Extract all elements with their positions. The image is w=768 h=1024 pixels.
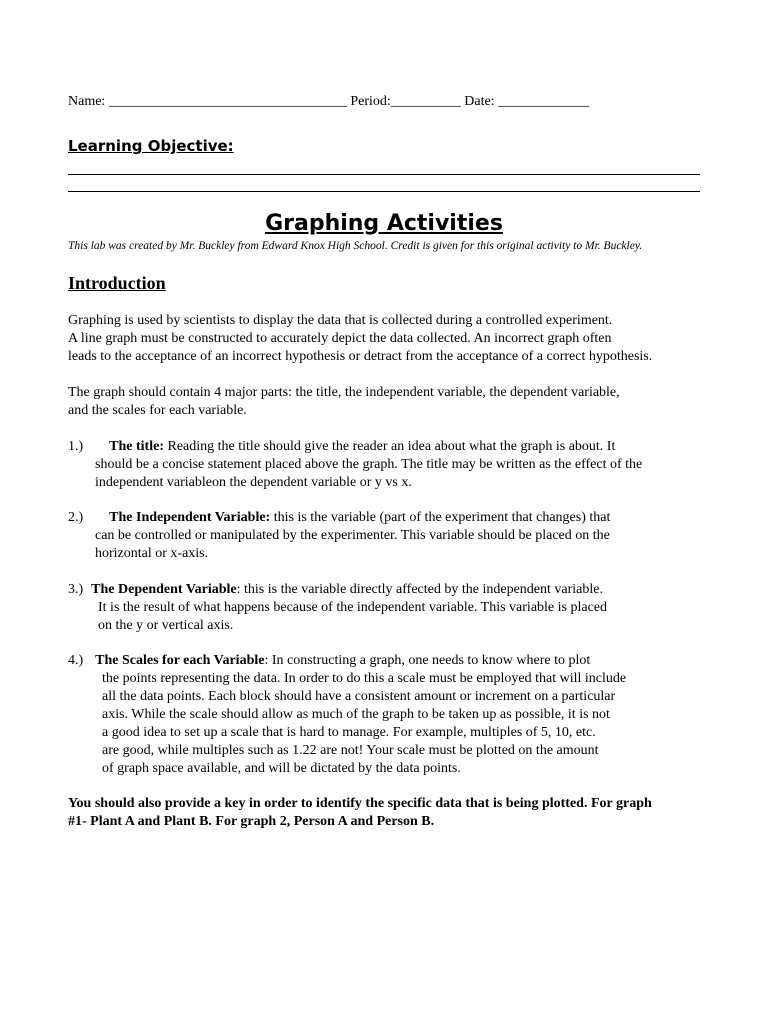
item-text: this is the variable (part of the experiment that changes) that: [270, 510, 611, 525]
item-term: The Scales for each Variable: [95, 653, 265, 668]
intro-p1-line: Graphing is used by scientists to display the data that is collected during a controlled experiment.: [68, 313, 613, 328]
intro-p1-line: leads to the acceptance of an incorrect hypothesis or detract from the acceptance of a correct hypothesis.: [68, 349, 653, 364]
key-instruction-line: You should also provide a key in order to identify the specific data that is being plotted. For graph: [68, 796, 652, 811]
item-term: The Independent Variable:: [109, 510, 271, 525]
intro-paragraph-1: [68, 312, 652, 366]
item-line: on the y or vertical axis.: [98, 618, 234, 633]
objective-answer-line-2: [68, 191, 700, 192]
item-number: 1.): [68, 439, 84, 454]
intro-p2-line: and the scales for each variable.: [68, 403, 247, 418]
credit-note: This lab was created by Mr. Buckley from Edward Knox High School. Credit is given for this original activity to Mr. Buckley.: [68, 240, 643, 252]
item-number: 3.): [68, 582, 84, 597]
item-line: all the data points. Each block should have a consistent amount or increment on a particular: [102, 689, 616, 704]
name-period-date-line: Name: __________________________________ Period:__________ Date: _____________: [68, 94, 590, 109]
intro-p1-line: A line graph must be constructed to accurately depict the data collected. An incorrect graph often: [68, 331, 612, 346]
item-number: 4.): [68, 653, 84, 668]
objective-answer-line-1: [68, 174, 700, 175]
learning-objective-heading: Learning Objective:: [68, 137, 234, 155]
intro-p2-line: The graph should contain 4 major parts: the title, the independent variable, the dependent variable,: [68, 385, 620, 400]
list-item-dependent-variable: [68, 581, 607, 635]
item-line: It is the result of what happens because of the independent variable. This variable is placed: [98, 600, 608, 615]
intro-paragraph-2: [68, 384, 620, 420]
item-term: The title:: [109, 439, 164, 454]
item-line: are good, while multiples such as 1.22 are not! Your scale must be plotted on the amount: [102, 743, 599, 758]
item-text: : In constructing a graph, one needs to know where to plot: [264, 653, 591, 668]
key-instruction: [68, 795, 652, 831]
list-item-independent-variable: [68, 509, 610, 563]
item-line: the points representing the data. In order to do this a scale must be employed that will include: [102, 671, 627, 686]
item-text: : this is the variable directly affected by the independent variable.: [236, 582, 603, 597]
item-term: The Dependent Variable: [91, 582, 237, 597]
item-number: 2.): [68, 510, 84, 525]
key-instruction-line: #1- Plant A and Plant B. For graph 2, Person A and Person B.: [68, 814, 435, 829]
item-line: a good idea to set up a scale that is hard to manage. For example, multiples of 5, 10, etc.: [102, 725, 596, 740]
item-line: of graph space available, and will be dictated by the data points.: [102, 761, 461, 776]
item-line: can be controlled or manipulated by the experimenter. This variable should be placed on the: [95, 528, 610, 543]
item-line: should be a concise statement placed above the graph. The title may be written as the effect of the: [95, 457, 643, 472]
item-text: Reading the title should give the reader an idea about what the graph is about. It: [164, 439, 616, 454]
item-line: horizontal or x-axis.: [95, 546, 209, 561]
list-item-title: [68, 438, 642, 492]
page-title: Graphing Activities: [265, 211, 503, 236]
list-item-scales: [68, 652, 626, 778]
item-line: independent variableon the dependent variable or y vs x.: [95, 475, 412, 490]
item-line: axis. While the scale should allow as much of the graph to be taken up as possible, it is not: [102, 707, 610, 722]
introduction-heading: Introduction: [68, 273, 166, 293]
